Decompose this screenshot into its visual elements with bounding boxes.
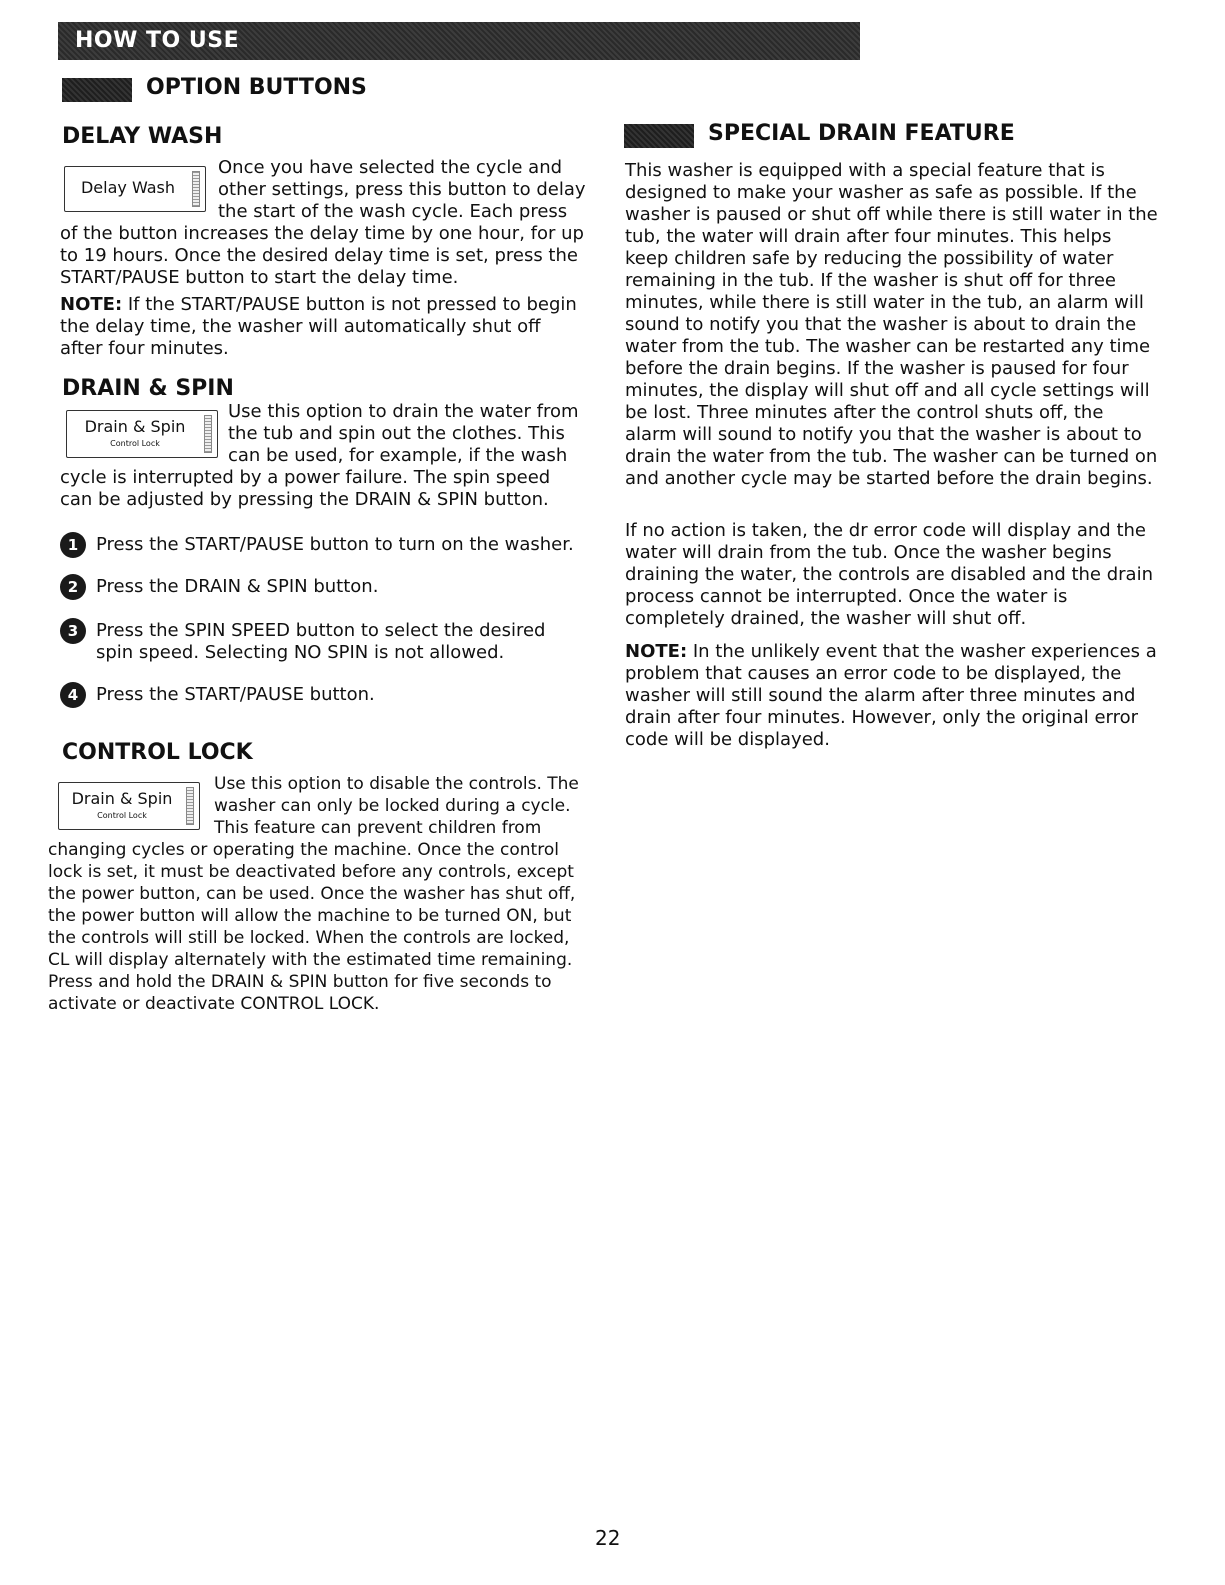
delay-wash-button-illustration [64,166,206,212]
control-lock-button-illustration [58,782,200,830]
step-text-continued: spin speed. Selecting NO SPIN is not allowed. [96,642,505,663]
button-grip [192,171,200,207]
intro-line: Once you have selected the cycle and [218,157,563,178]
note-label: NOTE: [625,641,688,662]
section-title: SPECIAL DRAIN FEATURE [708,121,1015,146]
page-number: 22 [595,1526,621,1550]
control-lock-intro [214,773,594,839]
banner-title: HOW TO USE [75,28,240,53]
option-buttons-header [62,75,562,105]
button-sublabel: Control Lock [110,439,160,448]
button-label: Delay Wash [80,178,176,197]
note-label: NOTE: [60,294,123,315]
button-grip [186,787,194,825]
button-label: Drain & Spin [71,789,173,808]
step-item [60,618,600,668]
intro-line: washer can only be locked during a cycle. [214,796,571,816]
step-text: Press the SPIN SPEED button to select the desired [96,620,546,641]
intro-line: can be used, for example, if the wash [228,445,568,466]
control-lock-heading: CONTROL LOCK [62,740,253,765]
step-item [60,682,600,710]
special-drain-paragraph-1: This washer is equipped with a special feature that is designed to make your washer as safe as possible. If the washer is paused or shut off while there is still water in the tub, the water will drain after four minutes. This helps keep children safe by reducing the possibility of water remaining in the tub. If the washer is shut off for three minutes, while there is still water in the tub, an alarm will sound to notify you that the washer is about to drain the water from the tub. The washer can be restarted any time before the drain begins. If the washer is paused for four minutes, the display will shut off and all cycle settings will be lost. Three minutes after the control shuts off, the alarm will sound to notify you that the washer is about to drain the water from the tub. The washer can be turned on and another cycle may be started before the drain begins. [625,160,1158,489]
intro-line: the start of the wash cycle. Each press [218,201,568,222]
drain-spin-body: cycle is interrupted by a power failure. The spin speed can be adjusted by pressing the DRAIN & SPIN button. [60,467,551,510]
section-title: OPTION BUTTONS [146,75,367,100]
step-number-icon: 4 [60,682,86,708]
delay-wash-note [60,294,588,360]
step-number-icon: 3 [60,618,86,644]
control-lock-body: changing cycles or operating the machine. Once the control lock is set, it must be deactivated before any controls, except the power button, can be used. Once the washer has shut off, the power button will allow the machine to be turned ON, but the controls will still be locked. When the controls are locked, CL will display alternately with the estimated time remaining. Press and hold the DRAIN & SPIN button for five seconds to activate or deactivate CONTROL LOCK. [48,840,576,1014]
drain-spin-intro [228,401,592,467]
special-drain-paragraph-2: If no action is taken, the dr error code will display and the water will drain from the tub. Once the washer begins draining the water, the controls are disabled and the drain process cannot be interrupted. Once the water is completely drained, the washer will shut off. [625,520,1153,629]
step-text: Press the DRAIN & SPIN button. [96,576,379,597]
how-to-use-banner [58,22,860,60]
button-grip [204,415,212,453]
step-text: Press the START/PAUSE button to turn on the washer. [96,534,574,555]
section-marker [624,124,694,148]
step-item [60,574,600,602]
intro-line: other settings, press this button to delay [218,179,586,200]
intro-line: Use this option to disable the controls. The [214,774,579,794]
special-drain-header [624,121,1144,151]
intro-line: This feature can prevent children from [214,818,542,838]
step-text: Press the START/PAUSE button. [96,684,375,705]
intro-line: the tub and spin out the clothes. This [228,423,565,444]
step-number-icon: 2 [60,574,86,600]
delay-wash-heading: DELAY WASH [62,124,223,149]
intro-line: Use this option to drain the water from [228,401,579,422]
delay-wash-intro [218,157,590,223]
step-number-icon: 1 [60,532,86,558]
section-marker [62,78,132,102]
delay-wash-body: of the button increases the delay time by one hour, for up to 19 hours. Once the desired delay time is set, press the START/PAUSE button to start the delay time. [60,223,584,288]
button-sublabel: Control Lock [97,811,147,820]
note-text: If the START/PAUSE button is not pressed to begin the delay time, the washer will automatically shut off after four minutes. [60,294,577,359]
note-text: In the unlikely event that the washer experiences a problem that causes an error code to be displayed, the washer will still sound the alarm after three minutes and drain after four minutes. However, only the original error code will be displayed. [625,641,1157,750]
step-item [60,532,600,560]
drain-spin-button-illustration [66,410,218,458]
special-drain-note [625,641,1160,751]
button-label: Drain & Spin [84,417,186,436]
drain-spin-heading: DRAIN & SPIN [62,376,234,401]
